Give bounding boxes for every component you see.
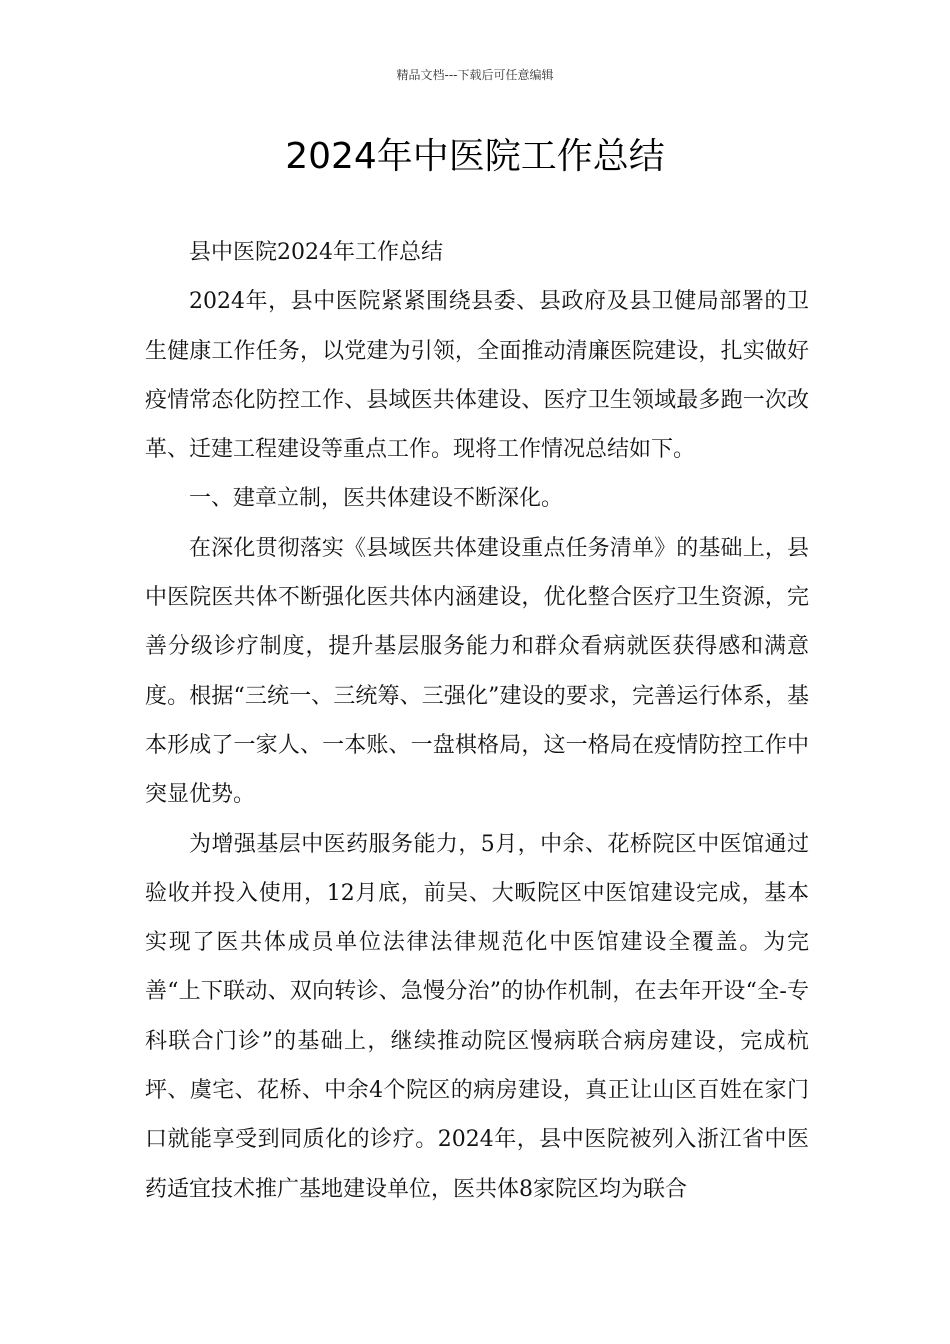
- subtitle-paragraph: 县中医院2024年工作总结: [189, 240, 443, 265]
- section-heading: 一、建章立制，医共体建设不断深化。: [189, 486, 564, 512]
- body-paragraph: 在深化贯彻落实《县域医共体建设重点任务清单》的基础上，县中医院医共体不断强化医共体内涵建设，优化整合医疗卫生资源，完善分级诊疗制度，提升基层服务能力和群众看病就医获得感和满意度。根据“三统一、三统筹、三强化”建设的要求，完善运行体系，基本形成了一家人、一本账、一盘棋格局，这一格局在疫情防控工作中突显优势。: [145, 535, 809, 808]
- document-title: 2024年中医院工作总结: [285, 136, 665, 177]
- header-note: 精品文档---下载后可任意编辑: [396, 68, 554, 82]
- intro-paragraph: 2024年，县中医院紧紧围绕县委、县政府及县卫健局部署的卫生健康工作任务，以党建为引领，全面推动清廉医院建设，扎实做好疫情常态化防控工作、县域医共体建设、医疗卫生领域最多跑一次改革、迁建工程建设等重点工作。现将工作情况总结如下。: [145, 289, 809, 463]
- document-body: [145, 228, 809, 1214]
- body-paragraph: 为增强基层中医药服务能力，5月，中余、花桥院区中医馆通过验收并投入使用，12月底，前吴、大畈院区中医馆建设完成，基本实现了医共体成员单位法律法律规范化中医馆建设全覆盖。为完善“上下联动、双向转诊、急慢分治”的协作机制，在去年开设“全-专科联合门诊”的基础上，继续推动院区慢病联合病房建设，完成杭坪、虞宅、花桥、中余4个院区的病房建设，真正让山区百姓在家门口就能享受到同质化的诊疗。2024年，县中医院被列入浙江省中医药适宜技术推广基地建设单位，医共体8家院区均为联合: [145, 831, 809, 1202]
